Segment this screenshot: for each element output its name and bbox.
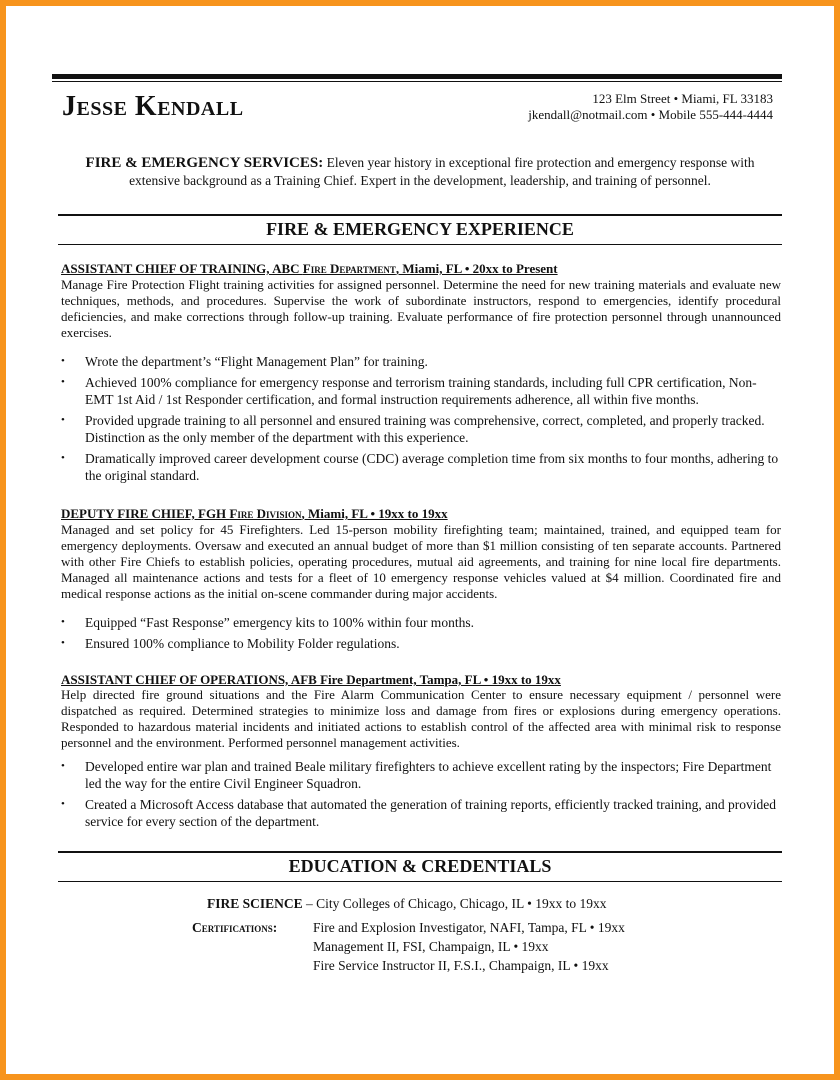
job-title-1-part-c: , Miami, FL • 20xx to Present bbox=[395, 261, 558, 276]
list-item: • Achieved 100% compliance for emergency response and terrorism training standards, including full CPR certification, Non-EMT 1st Aid / 1st Responder certification, and formal instruction requirements adherence, all within five months. bbox=[61, 374, 781, 408]
address-line: 123 Elm Street • Miami, FL 33183 bbox=[592, 91, 773, 106]
list-item: • Dramatically improved career development course (CDC) average completion time from six months to four months, adhering to the original standard. bbox=[61, 450, 781, 484]
job-title-2 bbox=[61, 506, 448, 522]
education-section-header bbox=[58, 851, 782, 882]
list-item: • Created a Microsoft Access database that automated the generation of training reports, efficiently tracked training, and provided service for every section of the department. bbox=[61, 796, 781, 830]
summary-text: Eleven year history in exceptional fire protection and emergency response with extensive background as a Training Chief. Expert in the development, leadership, and training of personnel. bbox=[129, 155, 755, 188]
degree-text: – City Colleges of Chicago, Chicago, IL • 19xx to 19xx bbox=[302, 896, 607, 911]
job-title-2-part-a: DEPUTY FIRE CHIEF, FGH bbox=[61, 506, 230, 521]
summary-label: FIRE & EMERGENCY SERVICES: bbox=[85, 155, 324, 171]
header-rule bbox=[52, 74, 782, 82]
job-title-1-part-a: ASSISTANT CHIEF OF TRAINING, ABC bbox=[61, 261, 303, 276]
education-heading: EDUCATION & CREDENTIALS bbox=[288, 856, 552, 876]
list-item: • Provided upgrade training to all personnel and ensured training was comprehensive, correct, completed, and properly tracked. Distinction as the only member of the department with this experience. bbox=[61, 412, 781, 446]
job-description-2: Managed and set policy for 45 Firefighters. Led 15-person mobility firefighting team; maintained, trained, and equipped team for emergency deployments. Oversaw and executed an annual budget of more than $1 million consisting of ten separate accounts. Partnered with other Fire Chiefs to establish policies, operating procedures, mutual aid agreements, and training for nine local fire departments. Managed all maintenance actions and tests for a fleet of 10 emergency response vehicles valued at $4 million. Coordinated fire and medical response actions as the initial on-scene commander during major accidents. bbox=[61, 522, 781, 601]
list-item: • Developed entire war plan and trained Beale military firefighters to achieve excellent rating by the inspectors; Fire Department led the way for the entire Civil Engineer Squadron. bbox=[61, 758, 781, 792]
job-title-1 bbox=[61, 261, 558, 277]
experience-section-header bbox=[58, 214, 782, 245]
list-item: Fire and Explosion Investigator, NAFI, Tampa, FL • 19xx bbox=[313, 920, 625, 935]
job-bullets-1 bbox=[61, 353, 781, 488]
professional-summary bbox=[60, 154, 780, 189]
degree-label: FIRE SCIENCE bbox=[207, 896, 303, 911]
list-item: • Ensured 100% compliance to Mobility Folder regulations. bbox=[61, 635, 781, 652]
job-description-1: Manage Fire Protection Flight training activities for assigned personnel. Determine the need for new training materials and evaluate new techniques, methods, and procedures. Supervise the work of subordinate instructors, respond to emergencies, identify procedural deficiencies, and make corrections through follow-up training. Evaluate performance of fire protection personnel through unannounced exercises. bbox=[61, 277, 781, 340]
list-item: • Equipped “Fast Response” emergency kits to 100% within four months. bbox=[61, 614, 781, 631]
job-bullets-3 bbox=[61, 758, 781, 834]
job-title-2-part-c: , Miami, FL • 19xx to 19xx bbox=[301, 506, 448, 521]
job-title-3 bbox=[61, 672, 561, 688]
applicant-name: Jesse Kendall bbox=[62, 91, 244, 122]
job-title-2-part-b: Fire Division bbox=[229, 506, 302, 521]
list-item: Fire Service Instructor II, F.S.I., Champaign, IL • 19xx bbox=[313, 958, 609, 973]
cert-label-text: Certifications: bbox=[192, 920, 278, 935]
certifications-list bbox=[313, 918, 625, 975]
job-description-3: Help directed fire ground situations and the Fire Alarm Communication Center to ensure necessary equipment / personnel were dispatched as required. Determined strategies to minimize loss and damage from fires or explosions during emergency operations. Responded to hazardous material incidents and initiated actions to establish control of the affected area with minimal risk to response personnel and the environment. Performed personnel management activities. bbox=[61, 687, 781, 750]
degree-line bbox=[207, 894, 606, 913]
job-title-1-part-b: Fire Department bbox=[302, 261, 396, 276]
list-item: • Wrote the department’s “Flight Management Plan” for training. bbox=[61, 353, 781, 370]
contact-block bbox=[528, 91, 773, 123]
list-item: Management II, FSI, Champaign, IL • 19xx bbox=[313, 939, 549, 954]
experience-heading: FIRE & EMERGENCY EXPERIENCE bbox=[266, 219, 574, 239]
job-title-3-part-a: ASSISTANT CHIEF OF OPERATIONS, AFB Fire Department, Tampa, FL • 19xx to 19xx bbox=[61, 672, 561, 687]
certifications-label bbox=[192, 918, 277, 937]
job-bullets-2 bbox=[61, 614, 781, 656]
email-phone-line: jkendall@notmail.com • Mobile 555-444-4444 bbox=[528, 107, 773, 122]
